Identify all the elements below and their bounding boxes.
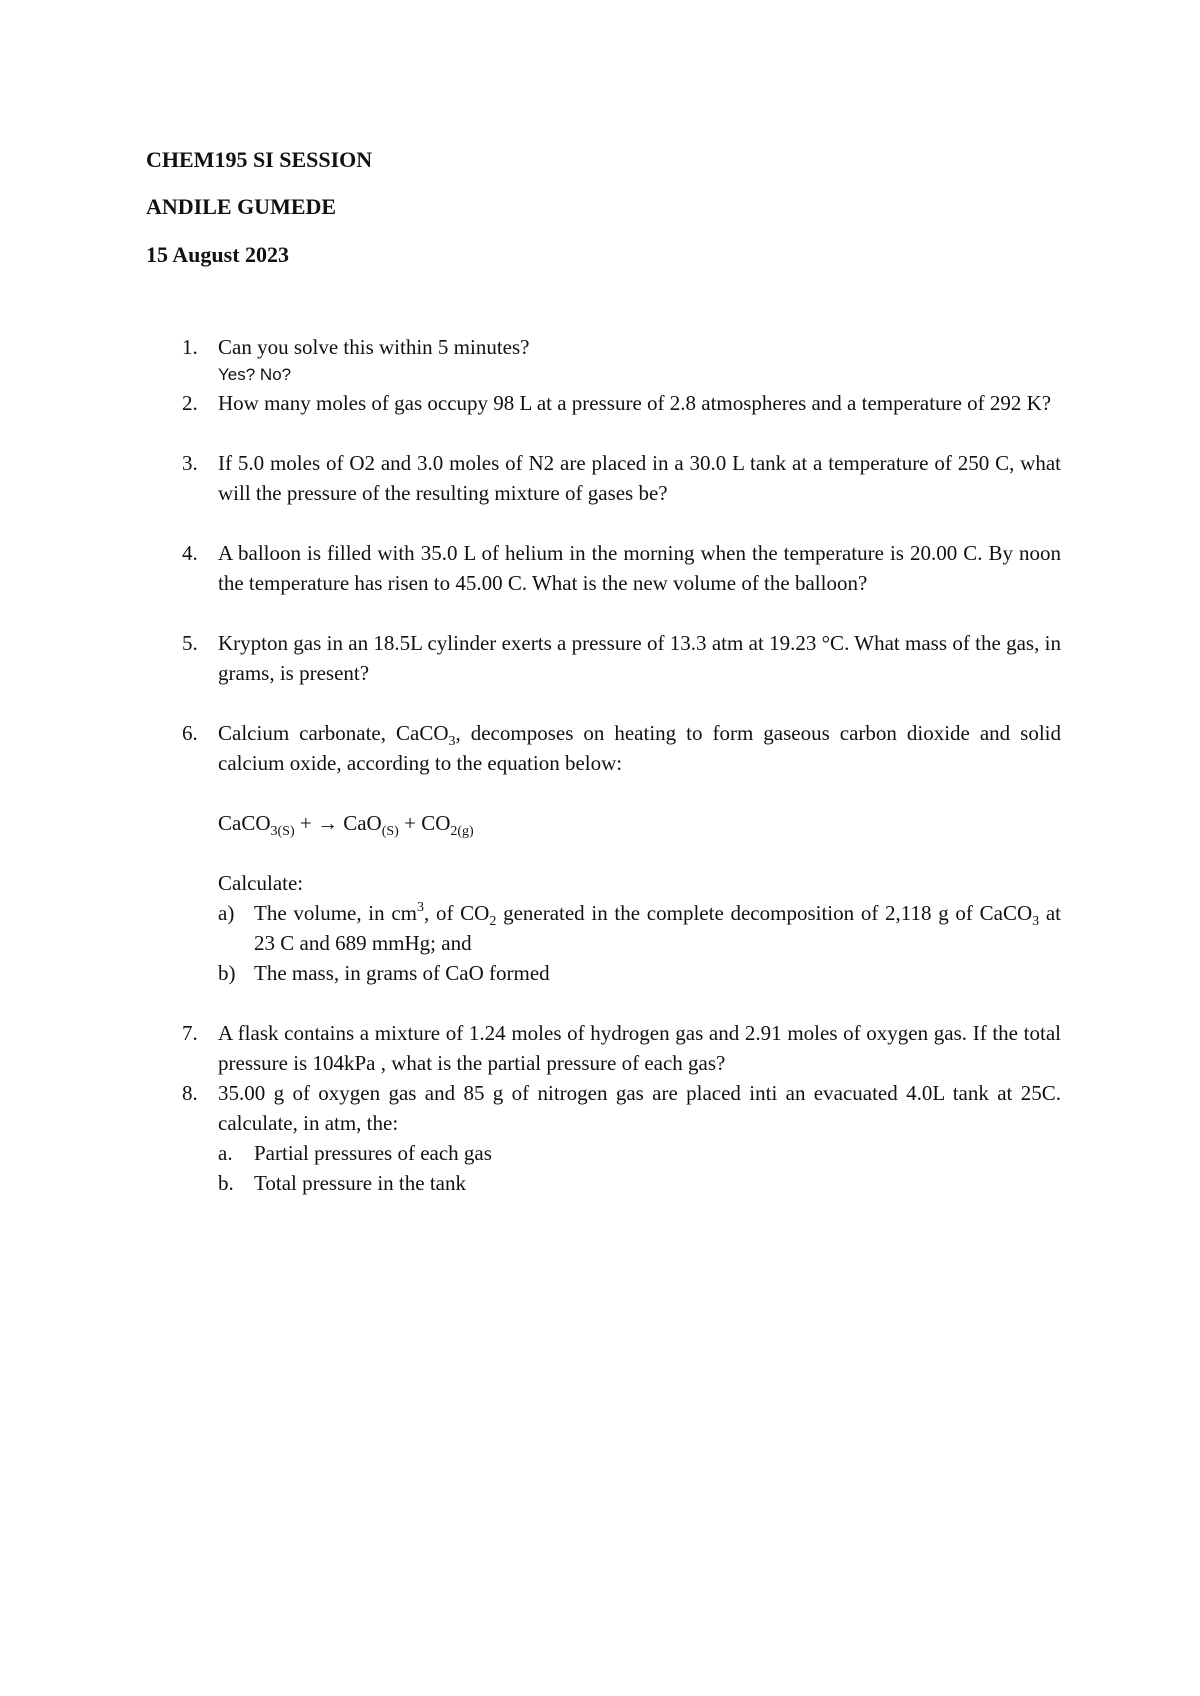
sub-question-list xyxy=(218,1138,1061,1198)
plus-sign: + xyxy=(294,811,317,835)
sub-question-text xyxy=(254,898,1061,958)
question-3 xyxy=(146,448,1061,508)
calculate-label: Calculate: xyxy=(218,871,304,895)
question-number: 8. xyxy=(182,1081,198,1105)
question-text: Krypton gas in an 18.5L cylinder exerts a pressure of 13.3 atm at 19.23 °C. What mass of the gas, in grams, is present? xyxy=(218,631,1061,685)
sub-question-text: The mass, in grams of CaO formed xyxy=(254,961,550,985)
subscript: 3 xyxy=(448,734,456,749)
answer-options: Yes? No? xyxy=(218,365,292,384)
chemical-equation xyxy=(218,808,1061,838)
question-6 xyxy=(146,718,1061,988)
author-name: ANDILE GUMEDE xyxy=(146,194,337,219)
reactant-state: 3(S) xyxy=(270,824,295,839)
question-7 xyxy=(146,1018,1061,1078)
question-number: 7. xyxy=(182,1021,198,1045)
text-segment: Calcium carbonate, CaCO xyxy=(218,721,449,745)
question-2 xyxy=(146,388,1061,418)
sub-marker: a. xyxy=(218,1141,233,1165)
question-text: How many moles of gas occupy 98 L at a pressure of 2.8 atmospheres and a temperature of 292 K? xyxy=(218,391,1052,415)
subscript: 3 xyxy=(1032,914,1040,929)
reaction-arrow-icon: → xyxy=(316,811,338,835)
text-segment: , decomposes on heating to form gaseous carbon dioxide and solid calcium oxide, according to the equation below: xyxy=(218,721,1062,775)
product-1-state: (S) xyxy=(381,824,399,839)
sub-question-text: Partial pressures of each gas xyxy=(254,1141,492,1165)
question-number: 3. xyxy=(182,451,198,475)
question-text: A balloon is filled with 35.0 L of helium in the morning when the temperature is 20.00 C. By noon the temperature has risen to 45.00 C. What is the new volume of the balloon? xyxy=(218,541,1061,595)
sub-marker: b. xyxy=(218,1171,234,1195)
product-2-state: 2(g) xyxy=(450,824,474,839)
sub-question-text: Total pressure in the tank xyxy=(254,1171,466,1195)
sub-marker: a) xyxy=(218,901,235,925)
question-5 xyxy=(146,628,1061,688)
question-number: 4. xyxy=(182,541,198,565)
reactant: CaCO xyxy=(218,811,271,835)
question-text: Can you solve this within 5 minutes? xyxy=(218,335,530,359)
question-text: 35.00 g of oxygen gas and 85 g of nitrogen gas are placed inti an evacuated 4.0L tank at 25C. calculate, in atm, the: xyxy=(218,1081,1061,1135)
question-number: 1. xyxy=(182,335,198,359)
plus-sign: + xyxy=(398,811,422,835)
sub-question-b xyxy=(218,958,1061,988)
product-2: CO xyxy=(421,811,451,835)
sub-question-list xyxy=(218,898,1061,988)
question-8 xyxy=(146,1078,1061,1198)
question-4 xyxy=(146,538,1061,598)
sub-question-b xyxy=(218,1168,1061,1198)
question-1 xyxy=(146,332,1061,388)
question-text: If 5.0 moles of O2 and 3.0 moles of N2 are placed in a 30.0 L tank at a temperature of 250 C, what will the pressure of the resulting mixture of gases be? xyxy=(218,451,1061,505)
question-text xyxy=(218,718,1061,778)
sub-question-a xyxy=(218,898,1061,958)
superscript: 3 xyxy=(417,900,425,915)
product-1: CaO xyxy=(343,811,382,835)
text-segment: generated in the complete decomposition of 2,118 g of CaCO xyxy=(496,901,1033,925)
course-title: CHEM195 SI SESSION xyxy=(146,147,373,172)
sub-question-a xyxy=(218,1138,1061,1168)
session-date: 15 August 2023 xyxy=(146,242,290,267)
text-segment: The volume, in cm xyxy=(254,901,418,925)
question-text: A flask contains a mixture of 1.24 moles of hydrogen gas and 2.91 moles of oxygen gas. If the total pressure is 104kPa , what is the partial pressure of each gas? xyxy=(218,1021,1061,1075)
text-segment: , of CO xyxy=(424,901,490,925)
question-list xyxy=(146,332,1061,1198)
question-number: 6. xyxy=(182,721,198,745)
question-number: 5. xyxy=(182,631,198,655)
subscript: 2 xyxy=(489,914,497,929)
sub-marker: b) xyxy=(218,961,236,985)
question-number: 2. xyxy=(182,391,198,415)
text-segment: at 23 C and 689 mmHg; and xyxy=(254,901,1061,955)
